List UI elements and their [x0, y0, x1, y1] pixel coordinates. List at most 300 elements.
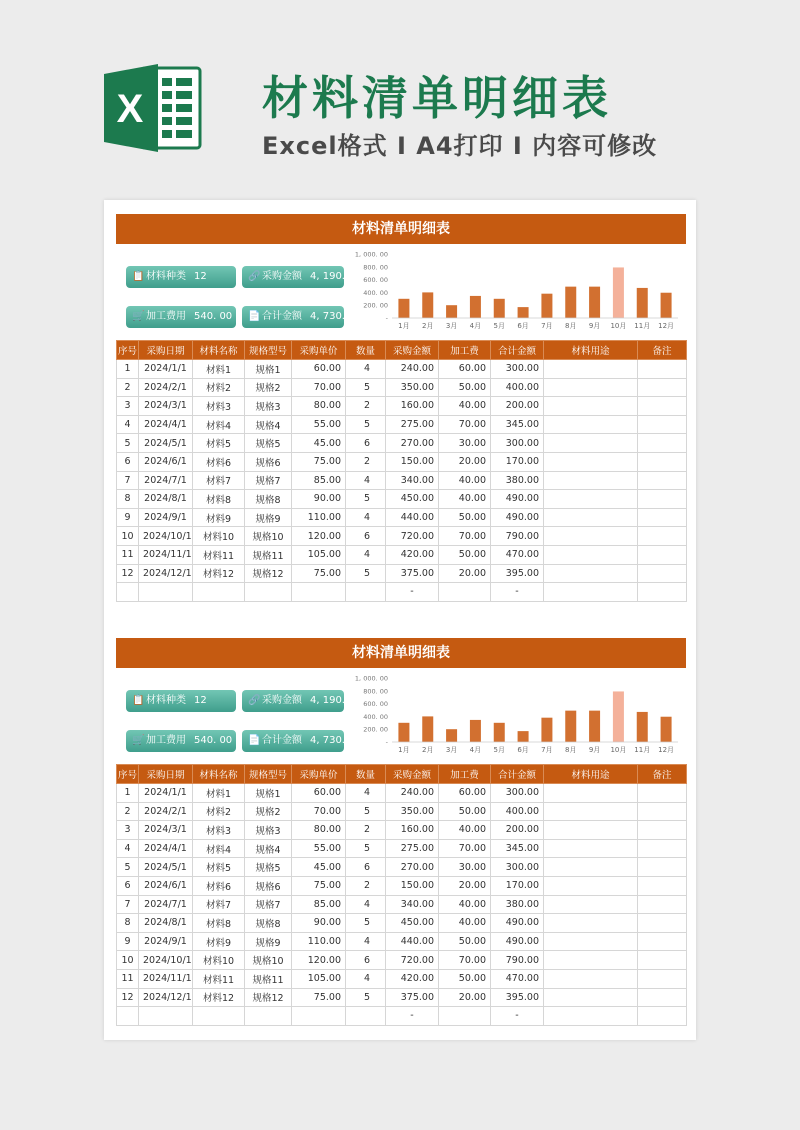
table-cell[interactable]: 材料10 — [193, 527, 245, 546]
x-tick-label: 7月 — [541, 322, 553, 330]
table-cell[interactable]: 150.00 — [386, 876, 439, 895]
table-cell[interactable]: 9 — [117, 932, 139, 951]
table-cell[interactable]: 材料8 — [193, 490, 245, 509]
table-cell[interactable]: 5 — [346, 988, 386, 1007]
table-cell[interactable]: 材料7 — [193, 471, 245, 490]
table-cell[interactable]: 2024/6/1 — [139, 876, 193, 895]
table-cell[interactable]: 720.00 — [386, 951, 439, 970]
table-cell[interactable]: 350.00 — [386, 378, 439, 397]
table-cell[interactable] — [117, 1007, 139, 1026]
x-tick-label: 2月 — [422, 746, 434, 754]
table-cell[interactable]: 5 — [117, 434, 139, 453]
table-cell[interactable]: 12 — [117, 564, 139, 583]
table-cell[interactable]: 规格11 — [245, 545, 292, 564]
table-cell[interactable]: 170.00 — [491, 876, 544, 895]
table-cell[interactable]: 7 — [117, 895, 139, 914]
table-cell[interactable] — [544, 951, 638, 970]
table-cell[interactable]: 材料12 — [193, 988, 245, 1007]
table-cell[interactable]: 60.00 — [292, 784, 346, 803]
table-cell[interactable]: 规格8 — [245, 490, 292, 509]
table-cell[interactable]: 60.00 — [292, 360, 346, 379]
table-cell[interactable] — [544, 839, 638, 858]
table-cell[interactable] — [139, 1007, 193, 1026]
table-cell[interactable]: 20.00 — [439, 564, 491, 583]
table-cell[interactable]: 270.00 — [386, 858, 439, 877]
table-cell[interactable]: 20.00 — [439, 876, 491, 895]
table-cell[interactable] — [638, 527, 687, 546]
table-cell[interactable]: 375.00 — [386, 564, 439, 583]
table-cell[interactable] — [638, 434, 687, 453]
table-cell[interactable]: 85.00 — [292, 895, 346, 914]
table-cell[interactable]: 2 — [346, 876, 386, 895]
table-cell[interactable]: 2024/12/1 — [139, 988, 193, 1007]
table-cell[interactable]: - — [491, 583, 544, 602]
table-cell[interactable]: 规格3 — [245, 397, 292, 416]
table-cell[interactable]: 材料8 — [193, 914, 245, 933]
table-cell[interactable]: 300.00 — [491, 434, 544, 453]
table-cell[interactable]: 120.00 — [292, 951, 346, 970]
table-cell[interactable]: 规格4 — [245, 415, 292, 434]
table-cell[interactable]: 4 — [346, 784, 386, 803]
table-cell[interactable]: 30.00 — [439, 434, 491, 453]
table-cell[interactable]: 6 — [117, 452, 139, 471]
table-cell[interactable]: 2024/5/1 — [139, 434, 193, 453]
table-cell[interactable] — [245, 583, 292, 602]
table-cell[interactable]: 5 — [346, 415, 386, 434]
table-cell[interactable]: 110.00 — [292, 932, 346, 951]
table-cell[interactable] — [544, 1007, 638, 1026]
card-processing-fee — [126, 306, 236, 328]
table-cell[interactable] — [544, 527, 638, 546]
table-cell[interactable]: 2 — [346, 452, 386, 471]
table-cell[interactable]: 340.00 — [386, 471, 439, 490]
table-cell[interactable]: 4 — [346, 471, 386, 490]
table-cell[interactable]: 440.00 — [386, 932, 439, 951]
table-cell[interactable] — [638, 508, 687, 527]
table-cell[interactable]: 75.00 — [292, 564, 346, 583]
table-cell[interactable]: 2024/10/1 — [139, 527, 193, 546]
table-cell[interactable]: 275.00 — [386, 415, 439, 434]
table-cell[interactable]: 5 — [346, 378, 386, 397]
table-cell[interactable]: 7 — [117, 471, 139, 490]
card-value: 540. 00 — [194, 735, 233, 746]
table-cell[interactable] — [544, 508, 638, 527]
table-cell[interactable]: 300.00 — [491, 858, 544, 877]
table-cell[interactable]: 80.00 — [292, 821, 346, 840]
table-cell[interactable]: 8 — [117, 490, 139, 509]
table-cell[interactable] — [544, 583, 638, 602]
table-cell[interactable] — [544, 914, 638, 933]
table-cell[interactable]: 规格8 — [245, 914, 292, 933]
table-cell[interactable]: 3 — [117, 397, 139, 416]
table-cell[interactable]: 375.00 — [386, 988, 439, 1007]
table-cell[interactable]: 6 — [346, 858, 386, 877]
table-cell[interactable] — [638, 452, 687, 471]
table-cell[interactable]: 规格10 — [245, 951, 292, 970]
table-cell[interactable] — [638, 360, 687, 379]
table-cell[interactable] — [544, 858, 638, 877]
table-cell[interactable]: 2 — [117, 802, 139, 821]
table-cell[interactable]: 4 — [346, 969, 386, 988]
table-cell[interactable] — [638, 1007, 687, 1026]
table-cell[interactable] — [193, 583, 245, 602]
table-cell[interactable]: 规格6 — [245, 876, 292, 895]
table-cell[interactable]: 340.00 — [386, 895, 439, 914]
table-cell[interactable]: 2024/10/1 — [139, 951, 193, 970]
table-cell[interactable] — [544, 564, 638, 583]
table-cell[interactable]: 材料2 — [193, 378, 245, 397]
table-cell[interactable]: 350.00 — [386, 802, 439, 821]
table-cell[interactable]: 规格5 — [245, 434, 292, 453]
table-cell[interactable]: 4 — [346, 360, 386, 379]
table-cell[interactable] — [346, 583, 386, 602]
table-cell[interactable]: 70.00 — [439, 527, 491, 546]
table-cell[interactable]: 70.00 — [292, 378, 346, 397]
table-cell[interactable] — [638, 932, 687, 951]
table-cell[interactable] — [544, 802, 638, 821]
column-header: 加工费 — [439, 341, 491, 360]
table-cell[interactable]: 345.00 — [491, 415, 544, 434]
table-cell[interactable]: 40.00 — [439, 471, 491, 490]
table-cell[interactable] — [638, 821, 687, 840]
table-cell[interactable]: 10 — [117, 951, 139, 970]
table-cell[interactable]: 材料1 — [193, 784, 245, 803]
table-cell[interactable]: 45.00 — [292, 858, 346, 877]
table-cell[interactable]: 材料5 — [193, 434, 245, 453]
table-cell[interactable]: 60.00 — [439, 360, 491, 379]
table-cell[interactable]: 材料5 — [193, 858, 245, 877]
table-cell[interactable] — [638, 988, 687, 1007]
table-cell[interactable] — [193, 1007, 245, 1026]
table-cell[interactable]: 55.00 — [292, 415, 346, 434]
column-header: 采购单价 — [292, 341, 346, 360]
table-cell[interactable]: 材料3 — [193, 397, 245, 416]
table-cell[interactable] — [292, 1007, 346, 1026]
table-cell[interactable]: 75.00 — [292, 876, 346, 895]
table-cell[interactable]: 4 — [117, 839, 139, 858]
table-cell[interactable] — [638, 784, 687, 803]
table-cell[interactable]: 170.00 — [491, 452, 544, 471]
table-cell[interactable] — [638, 415, 687, 434]
table-cell[interactable]: 20.00 — [439, 988, 491, 1007]
table-cell[interactable]: 5 — [346, 490, 386, 509]
table-cell[interactable]: 材料7 — [193, 895, 245, 914]
table-cell[interactable] — [544, 988, 638, 1007]
table-cell[interactable]: 材料12 — [193, 564, 245, 583]
table-cell[interactable]: 2024/9/1 — [139, 932, 193, 951]
table-cell[interactable]: 规格5 — [245, 858, 292, 877]
table-cell[interactable]: 8 — [117, 914, 139, 933]
table-cell[interactable] — [638, 839, 687, 858]
table-cell[interactable]: 规格10 — [245, 527, 292, 546]
table-cell[interactable]: - — [491, 1007, 544, 1026]
table-cell[interactable]: 材料6 — [193, 452, 245, 471]
card-purchase-amount — [242, 690, 361, 712]
table-cell[interactable]: 3 — [117, 821, 139, 840]
table-cell[interactable]: 450.00 — [386, 490, 439, 509]
table-cell[interactable] — [544, 784, 638, 803]
table-cell[interactable]: 规格2 — [245, 802, 292, 821]
table-cell[interactable]: 300.00 — [491, 360, 544, 379]
table-cell[interactable] — [638, 564, 687, 583]
table-cell[interactable]: 90.00 — [292, 490, 346, 509]
table-cell[interactable]: 80.00 — [292, 397, 346, 416]
table-cell[interactable]: 50.00 — [439, 545, 491, 564]
table-cell[interactable]: 395.00 — [491, 988, 544, 1007]
card-value: 4, 190. 00 — [310, 271, 361, 282]
table-cell[interactable]: 50.00 — [439, 802, 491, 821]
table-cell[interactable]: 材料4 — [193, 415, 245, 434]
table-cell[interactable] — [544, 471, 638, 490]
table-cell[interactable] — [544, 821, 638, 840]
table-cell[interactable] — [638, 583, 687, 602]
table-cell[interactable]: - — [386, 583, 439, 602]
table-cell[interactable] — [638, 397, 687, 416]
table-cell[interactable] — [544, 932, 638, 951]
table-cell[interactable]: 2024/2/1 — [139, 378, 193, 397]
table-cell[interactable]: 2024/3/1 — [139, 821, 193, 840]
table-cell[interactable]: 2024/8/1 — [139, 914, 193, 933]
table-cell[interactable]: - — [386, 1007, 439, 1026]
table-cell[interactable]: 160.00 — [386, 821, 439, 840]
table-cell[interactable]: 规格12 — [245, 564, 292, 583]
table-cell[interactable]: 275.00 — [386, 839, 439, 858]
table-cell[interactable]: 420.00 — [386, 545, 439, 564]
table-cell[interactable]: 2024/4/1 — [139, 839, 193, 858]
table-cell[interactable]: 490.00 — [491, 490, 544, 509]
table-cell[interactable]: 490.00 — [491, 932, 544, 951]
table-cell[interactable]: 380.00 — [491, 895, 544, 914]
table-cell[interactable]: 材料4 — [193, 839, 245, 858]
table-cell[interactable] — [292, 583, 346, 602]
table-cell[interactable] — [638, 914, 687, 933]
table-cell[interactable]: 2024/2/1 — [139, 802, 193, 821]
table-cell[interactable]: 380.00 — [491, 471, 544, 490]
table-cell[interactable] — [139, 583, 193, 602]
table-cell[interactable]: 395.00 — [491, 564, 544, 583]
table-cell[interactable]: 470.00 — [491, 969, 544, 988]
x-tick-label: 10月 — [610, 746, 627, 754]
table-cell[interactable]: 720.00 — [386, 527, 439, 546]
table-cell[interactable]: 规格9 — [245, 932, 292, 951]
table-cell[interactable]: 4 — [117, 415, 139, 434]
table-cell[interactable]: 240.00 — [386, 784, 439, 803]
table-cell[interactable]: 40.00 — [439, 895, 491, 914]
table-cell[interactable]: 420.00 — [386, 969, 439, 988]
table-cell[interactable]: 110.00 — [292, 508, 346, 527]
column-header: 材料名称 — [193, 341, 245, 360]
table-cell[interactable]: 50.00 — [439, 508, 491, 527]
table-cell[interactable]: 5 — [346, 802, 386, 821]
table-cell[interactable]: 160.00 — [386, 397, 439, 416]
table-cell[interactable]: 规格1 — [245, 784, 292, 803]
table-cell[interactable] — [544, 969, 638, 988]
table-cell[interactable] — [638, 490, 687, 509]
table-cell[interactable]: 材料11 — [193, 969, 245, 988]
table-cell[interactable]: 材料6 — [193, 876, 245, 895]
table-cell[interactable]: 400.00 — [491, 378, 544, 397]
table-cell[interactable]: 270.00 — [386, 434, 439, 453]
table-cell[interactable]: 4 — [346, 508, 386, 527]
table-cell[interactable]: 规格1 — [245, 360, 292, 379]
table-cell[interactable]: 2024/1/1 — [139, 360, 193, 379]
table-cell[interactable]: 2024/3/1 — [139, 397, 193, 416]
table-cell[interactable]: 材料11 — [193, 545, 245, 564]
table-cell[interactable] — [245, 1007, 292, 1026]
table-cell[interactable]: 40.00 — [439, 490, 491, 509]
table-cell[interactable]: 12 — [117, 988, 139, 1007]
table-cell[interactable]: 2024/11/1 — [139, 969, 193, 988]
table-cell[interactable]: 2 — [117, 378, 139, 397]
table-cell[interactable]: 105.00 — [292, 969, 346, 988]
table-cell[interactable] — [638, 545, 687, 564]
table-cell[interactable]: 规格9 — [245, 508, 292, 527]
table-cell[interactable]: 2 — [346, 397, 386, 416]
table-cell[interactable]: 105.00 — [292, 545, 346, 564]
table-cell[interactable]: 规格2 — [245, 378, 292, 397]
table-cell[interactable]: 45.00 — [292, 434, 346, 453]
table-cell[interactable]: 90.00 — [292, 914, 346, 933]
table-cell[interactable]: 10 — [117, 527, 139, 546]
table-cell[interactable]: 4 — [346, 545, 386, 564]
table-cell[interactable]: 200.00 — [491, 397, 544, 416]
table-cell[interactable]: 85.00 — [292, 471, 346, 490]
table-cell[interactable] — [544, 452, 638, 471]
table-cell[interactable]: 材料1 — [193, 360, 245, 379]
table-cell[interactable] — [638, 876, 687, 895]
table-cell[interactable]: 490.00 — [491, 914, 544, 933]
table-cell[interactable]: 2024/12/1 — [139, 564, 193, 583]
table-cell[interactable]: 150.00 — [386, 452, 439, 471]
table-cell[interactable] — [117, 583, 139, 602]
table-cell[interactable]: 2024/11/1 — [139, 545, 193, 564]
table-cell[interactable]: 4 — [346, 932, 386, 951]
table-cell[interactable] — [544, 360, 638, 379]
table-cell[interactable]: 300.00 — [491, 784, 544, 803]
table-cell[interactable] — [544, 876, 638, 895]
table-cell[interactable]: 6 — [346, 434, 386, 453]
table-cell[interactable] — [638, 802, 687, 821]
table-cell[interactable] — [638, 858, 687, 877]
x-tick-label: 4月 — [469, 746, 482, 754]
table-cell[interactable] — [439, 1007, 491, 1026]
table-row — [117, 969, 687, 988]
table-cell[interactable]: 450.00 — [386, 914, 439, 933]
table-cell[interactable]: 规格12 — [245, 988, 292, 1007]
section-title: 材料清单明细表 — [116, 638, 686, 668]
table-cell[interactable]: 2024/5/1 — [139, 858, 193, 877]
table-cell[interactable]: 2024/1/1 — [139, 784, 193, 803]
table-cell[interactable]: 2024/7/1 — [139, 471, 193, 490]
table-cell[interactable]: 2024/7/1 — [139, 895, 193, 914]
table-cell[interactable] — [544, 545, 638, 564]
table-cell[interactable] — [638, 471, 687, 490]
table-cell[interactable]: 240.00 — [386, 360, 439, 379]
table-cell[interactable] — [638, 378, 687, 397]
table-cell[interactable]: 40.00 — [439, 914, 491, 933]
table-cell[interactable]: 1 — [117, 784, 139, 803]
table-cell[interactable]: 70.00 — [439, 415, 491, 434]
table-cell[interactable]: 75.00 — [292, 452, 346, 471]
table-cell[interactable]: 75.00 — [292, 988, 346, 1007]
table-cell[interactable]: 55.00 — [292, 839, 346, 858]
table-cell[interactable] — [544, 415, 638, 434]
table-row — [117, 360, 687, 379]
table-cell[interactable] — [544, 434, 638, 453]
table-cell[interactable]: 材料9 — [193, 508, 245, 527]
table-cell[interactable] — [346, 1007, 386, 1026]
table-cell[interactable]: 790.00 — [491, 527, 544, 546]
table-cell[interactable]: 200.00 — [491, 821, 544, 840]
table-cell[interactable]: 60.00 — [439, 784, 491, 803]
table-cell[interactable]: 50.00 — [439, 969, 491, 988]
table-cell[interactable]: 5 — [346, 564, 386, 583]
table-cell[interactable]: 4 — [346, 895, 386, 914]
table-cell[interactable] — [638, 895, 687, 914]
table-cell[interactable]: 70.00 — [439, 951, 491, 970]
table-cell[interactable]: 规格7 — [245, 471, 292, 490]
table-cell[interactable]: 345.00 — [491, 839, 544, 858]
table-cell[interactable]: 6 — [346, 951, 386, 970]
table-cell[interactable]: 70.00 — [292, 802, 346, 821]
table-cell[interactable]: 2024/4/1 — [139, 415, 193, 434]
table-cell[interactable]: 490.00 — [491, 508, 544, 527]
table-cell[interactable]: 5 — [346, 914, 386, 933]
table-cell[interactable]: 2024/8/1 — [139, 490, 193, 509]
table-cell[interactable]: 2024/9/1 — [139, 508, 193, 527]
table-cell[interactable]: 2024/6/1 — [139, 452, 193, 471]
table-cell[interactable]: 规格11 — [245, 969, 292, 988]
table-cell[interactable]: 9 — [117, 508, 139, 527]
table-cell[interactable]: 440.00 — [386, 508, 439, 527]
table-cell[interactable]: 材料2 — [193, 802, 245, 821]
table-cell[interactable]: 40.00 — [439, 821, 491, 840]
table-cell[interactable] — [439, 583, 491, 602]
table-cell[interactable]: 470.00 — [491, 545, 544, 564]
table-cell[interactable]: 规格3 — [245, 821, 292, 840]
table-cell[interactable]: 20.00 — [439, 452, 491, 471]
table-cell[interactable]: 规格4 — [245, 839, 292, 858]
table-cell[interactable] — [638, 969, 687, 988]
table-cell[interactable]: 5 — [117, 858, 139, 877]
table-cell[interactable]: 120.00 — [292, 527, 346, 546]
table-cell[interactable] — [544, 490, 638, 509]
table-cell[interactable]: 6 — [117, 876, 139, 895]
table-cell[interactable] — [544, 397, 638, 416]
table-cell[interactable]: 40.00 — [439, 397, 491, 416]
table-cell[interactable]: 2 — [346, 821, 386, 840]
table-cell[interactable]: 400.00 — [491, 802, 544, 821]
table-cell[interactable]: 1 — [117, 360, 139, 379]
table-cell[interactable]: 790.00 — [491, 951, 544, 970]
table-cell[interactable]: 70.00 — [439, 839, 491, 858]
table-cell[interactable]: 规格6 — [245, 452, 292, 471]
table-cell[interactable]: 材料10 — [193, 951, 245, 970]
table-cell[interactable]: 11 — [117, 969, 139, 988]
table-cell[interactable]: 材料3 — [193, 821, 245, 840]
table-cell[interactable]: 50.00 — [439, 378, 491, 397]
table-cell[interactable] — [638, 951, 687, 970]
table-cell[interactable]: 规格7 — [245, 895, 292, 914]
table-cell[interactable]: 6 — [346, 527, 386, 546]
table-cell[interactable] — [544, 378, 638, 397]
table-cell[interactable]: 5 — [346, 839, 386, 858]
table-cell[interactable]: 30.00 — [439, 858, 491, 877]
table-cell[interactable]: 11 — [117, 545, 139, 564]
table-cell[interactable] — [544, 895, 638, 914]
table-cell[interactable]: 50.00 — [439, 932, 491, 951]
table-cell[interactable]: 材料9 — [193, 932, 245, 951]
